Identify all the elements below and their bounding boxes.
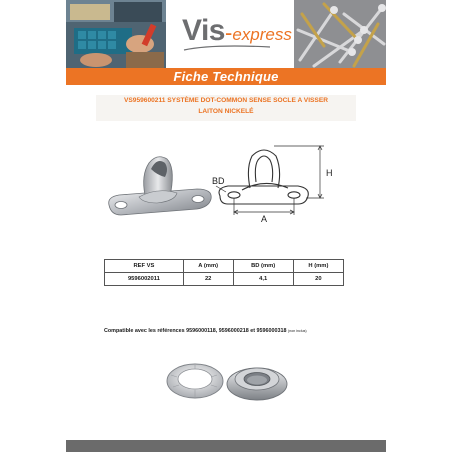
logo-vis-text: Vis: [182, 14, 225, 47]
header-bd-mm: BD (mm): [233, 260, 293, 273]
compatibility-note: [104, 328, 404, 334]
product-title-line-2: LAITON NICKELÉ: [198, 108, 254, 115]
cell-h-mm: 20: [293, 273, 343, 286]
label-a: A: [261, 214, 268, 224]
logo-swoosh-icon: [182, 44, 272, 52]
compatibility-text: Compatible avec les références 9596000118, 9596000218 et 9596000318: [104, 328, 287, 334]
right-hole-outline: [288, 192, 300, 198]
header-h-mm: H (mm): [293, 260, 343, 273]
tools-workbench-photo: [66, 0, 166, 68]
cell-bd-mm: 4,1: [233, 273, 293, 286]
left-hole-outline: [228, 192, 240, 198]
table-row: [105, 273, 344, 286]
table-header-row: [105, 260, 344, 273]
raised-eyelet-ring: [227, 368, 287, 400]
vis-express-logo: [182, 14, 292, 54]
spec-table: [104, 259, 344, 286]
logo-dash-text: -: [225, 20, 233, 45]
label-h: H: [326, 168, 333, 178]
compatibility-note-small: (non inclus): [288, 329, 307, 333]
footer-bar: [66, 440, 386, 452]
base-plate-outline: [219, 186, 308, 204]
flat-washer-ring: [167, 364, 223, 398]
screws-pile-photo: [294, 0, 386, 68]
product-title-line-1: VS959600211 SYSTÈME DOT-COMMON SENSE SOCLE A VISSER: [124, 97, 328, 104]
eyelet-ring-photo: [163, 357, 291, 403]
turn-button-base-photo: [105, 145, 215, 223]
technical-drawing: [212, 142, 338, 226]
header-ref-vs: REF VS: [105, 260, 184, 273]
label-bd: BD: [212, 176, 225, 186]
header-banner: [66, 0, 386, 68]
button-inner-outline: [255, 156, 272, 182]
header-a-mm: A (mm): [183, 260, 233, 273]
cell-a-mm: 22: [183, 273, 233, 286]
fiche-technique-title-bar: Fiche Technique: [66, 68, 386, 85]
logo-express-text: express: [232, 25, 292, 44]
cell-ref-vs: 9596002011: [105, 273, 184, 286]
product-title: [96, 95, 356, 121]
